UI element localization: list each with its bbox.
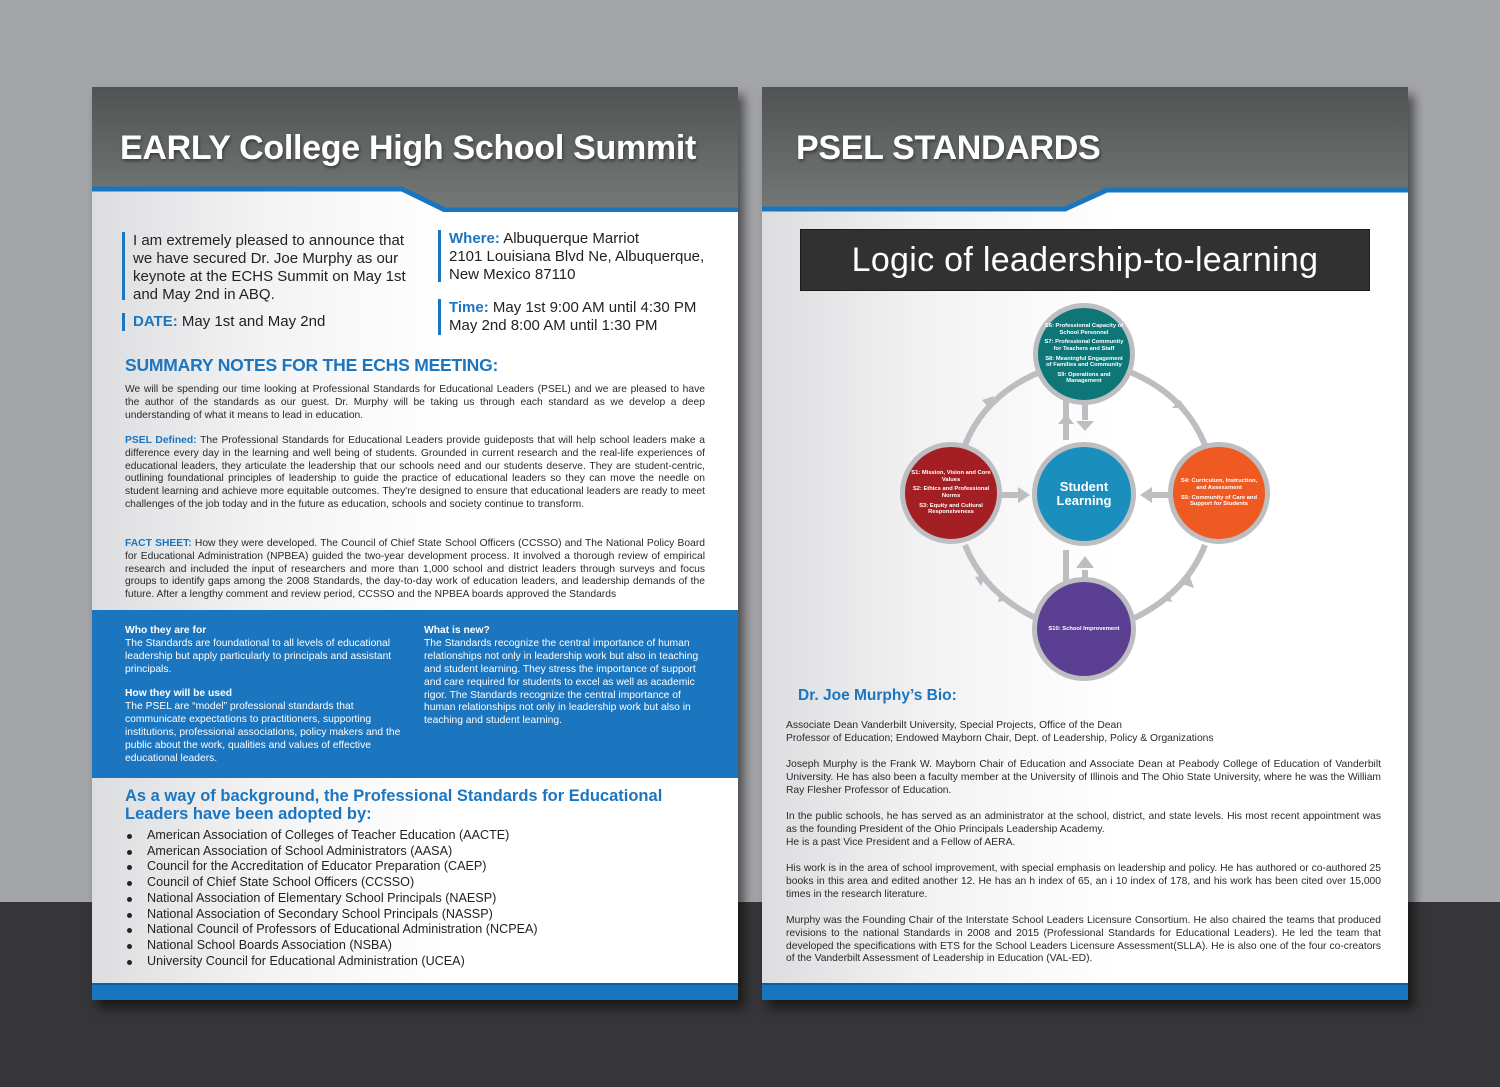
time-label: Time:: [449, 299, 489, 316]
bio-text: He is a past Vice President and a Fellow of AERA.: [786, 836, 1016, 848]
node-label: S5: Community of Care and Support for Students: [1180, 494, 1257, 508]
node-s4-s5: [1168, 442, 1270, 544]
node-label: S6: Professional Capacity of School Personnel: [1044, 323, 1124, 336]
list-item: National School Boards Association (NSBA): [125, 938, 538, 954]
logic-banner: Logic of leadership-to-learning: [800, 229, 1370, 291]
node-label: S7: Professional Community for Teachers and Staff: [1044, 339, 1124, 352]
summary-intro-paragraph: We will be spending our time looking at Professional Standards for Educational Leaders (PSEL) and we are pleased to have the author of the standards as our guest. Dr. Murphy will be taking us through each standard as we develop a deep understanding of what it means to lead in education.: [125, 384, 705, 421]
fact-sheet-text: How they were developed. The Council of Chief State School Officers (CCSSO) and The National Policy Board for Educational Administration (NPBEA) guided the two-year development process. It involved a thorough review of empirical research and included the input of researchers and more than 1,000 school and district leaders through surveys and focus groups to identify gaps among the 2008 Standards, the day-to-day work of education leaders, and leadership demands of the future. After a lengthy comment and review period, CCSSO and the NPBEA boards approved the Standards: [125, 538, 705, 601]
bio-title-line: Professor of Education; Endowed Mayborn Chair, Dept. of Leadership, Policy & Organizations: [786, 732, 1214, 744]
how-text: The PSEL are “model” professional standards that communicate expectations to practitioners, supporting institutions, professional associations, policy makers and the public about the work, qualities and values of effective educational leaders.: [125, 700, 401, 764]
time-day2: May 2nd 8:00 AM until 1:30 PM: [449, 317, 658, 334]
bio-paragraph-2: [786, 811, 1381, 849]
header-band: [92, 87, 738, 212]
list-item: Council of Chief State School Officers (CCSSO): [125, 875, 538, 891]
node-s1-s3: [900, 442, 1002, 544]
header-band: [762, 87, 1408, 212]
bio-paragraph-1: Joseph Murphy is the Frank W. Mayborn Chair of Education and Associate Dean at Peabody College of Education of Vanderbilt University. He has also been a faculty member at the University of Illinois and The Ohio State University, where he was the William Ray Flesher Professor of Education.: [786, 759, 1381, 796]
announcement-block: [122, 232, 422, 303]
bio-text: In the public schools, he has served as an administrator at the school, district, and state levels. His most recent appointment was as the founding President of the Ohio Principals Leadership Academy.: [786, 811, 1381, 835]
where-block: [438, 230, 738, 282]
list-item: National Association of Secondary School Principals (NASSP): [125, 907, 538, 923]
new-heading: What is new?: [424, 625, 490, 636]
psel-defined-text: The Professional Standards for Educational Leaders provide guideposts that will help school leaders make a difference every day in the learning and well being of students. Grounded in current research and the real-life experiences of educational leaders, they articulate the leadership that our schools need and our students deserve. They are student-centric, outlining foundational principles of leadership to guide the practice of educational leaders so they can move the needle on student learning and achieve more equitable outcomes. They're designed to ensure that educational leaders are ready to meet challenges of the job today and in the future as education, schools and society continue to transform.: [125, 435, 705, 510]
where-label: Where:: [449, 230, 500, 247]
psel-defined-label: PSEL Defined:: [125, 435, 197, 446]
list-item: National Council of Professors of Educational Administration (NCPEA): [125, 922, 538, 938]
date-value: May 1st and May 2nd: [181, 313, 326, 330]
date-block: [122, 313, 325, 331]
node-label: S9: Operations and Management: [1057, 371, 1111, 385]
new-text: The Standards recognize the central importance of human relationships not only in leadership work but also in teaching and student learning. They stress the importance of support and care required for students to excel as well as academic rigor. The Standards recognize the central importance of human relationships not only in leadership work but also in teaching and student learning.: [424, 637, 699, 727]
time-block: [438, 299, 738, 335]
page-title: PSEL STANDARDS: [796, 129, 1101, 167]
bio-paragraph-4: Murphy was the Founding Chair of the Interstate School Leaders Licensure Consortium. He also chaired the teams that produced revisions to the national Standards in 2008 and 2015 (Professional Standards for Educational Leaders). He led the team that developed the specifications with ETS for the School Leaders Licensure Assessment(SLLA). He is also one of the four co-creators of the Vanderbilt Assessment of Leadership in Education (VAL-ED).: [786, 915, 1381, 965]
arrow-up-icon: [1058, 414, 1074, 424]
node-student-learning: [1032, 442, 1136, 546]
arrow-up-icon: [1076, 556, 1094, 568]
node-label: S10: School Improvement: [1048, 625, 1120, 632]
adopted-heading: As a way of background, the Professional Standards for Educational Leaders have been adopted by:: [125, 787, 663, 823]
arrow-right-icon: [1018, 487, 1030, 503]
list-item: National Association of Elementary School Principals (NAESP): [125, 891, 538, 907]
node-s6-s9: [1033, 303, 1135, 405]
center-label-line1: Student: [1059, 479, 1109, 494]
where-city: New Mexico 87110: [449, 266, 576, 283]
bio-title-line: Associate Dean Vanderbilt University, Special Projects, Office of the Dean: [786, 720, 1122, 731]
node-label: S2: Ethics and Professional Norms: [912, 486, 990, 499]
who-heading: Who they are for: [125, 625, 207, 636]
footer-band: [92, 983, 738, 1000]
adopted-by-list: [125, 828, 538, 969]
summary-heading: SUMMARY NOTES FOR THE ECHS MEETING:: [125, 355, 499, 375]
list-item: American Association of Colleges of Teacher Education (AACTE): [125, 828, 538, 844]
node-label: S3: Equity and Cultural Responsiveness: [919, 502, 983, 516]
who-they-are-for: [125, 625, 410, 677]
list-item: Council for the Accreditation of Educator Preparation (CAEP): [125, 859, 538, 875]
time-day1: May 1st 9:00 AM until 4:30 PM: [492, 299, 697, 316]
where-venue: Albuquerque Marriot: [503, 230, 640, 247]
how-they-will-be-used: [125, 688, 410, 765]
node-label: S8: Meaningful Engagement of Families and Community: [1045, 355, 1123, 369]
page-title: EARLY College High School Summit: [120, 129, 697, 167]
arrow-down-icon: [1076, 421, 1094, 431]
bio-paragraph-3: His work is in the area of school improvement, with special emphasis on leadership and policy. He has authored or co-authored 25 books in this area and edited another 12. He has an h index of 65, an i 10 index of 178, and his work has been cited over 15,000 times in the research literature.: [786, 863, 1381, 900]
flyer-page-psel: [762, 87, 1408, 1000]
arrow-left-icon: [1140, 487, 1152, 503]
who-text: The Standards are foundational to all levels of educational leadership but apply particularly to principals and assistant principals.: [125, 637, 392, 675]
fact-sheet-paragraph: [125, 538, 705, 602]
leadership-learning-diagram: [890, 300, 1280, 690]
node-label: S1: Mission, Vision and Core Values: [911, 470, 991, 483]
center-label-line2: Learning: [1056, 493, 1112, 508]
node-s10: [1032, 577, 1136, 681]
node-label: S4: Curriculum, Instruction, and Assessment: [1180, 478, 1258, 491]
how-heading: How they will be used: [125, 688, 232, 699]
fact-sheet-label: FACT SHEET:: [125, 538, 192, 549]
flyer-page-summit: [92, 87, 738, 1000]
list-item: University Council for Educational Administration (UCEA): [125, 954, 538, 970]
where-street: 2101 Louisiana Blvd Ne, Albuquerque,: [449, 248, 705, 265]
announcement-text: I am extremely pleased to announce that we have secured Dr. Joe Murphy as our keynote at the ECHS Summit on May 1st and May 2nd in ABQ.: [133, 232, 406, 303]
what-is-new: [424, 625, 714, 728]
date-label: DATE:: [133, 313, 178, 330]
bio-titles: [786, 720, 1381, 746]
psel-defined-paragraph: [125, 435, 705, 512]
list-item: American Association of School Administrators (AASA): [125, 844, 538, 860]
info-box: [92, 610, 738, 778]
bio-heading: Dr. Joe Murphy’s Bio:: [798, 687, 957, 704]
footer-band: [762, 983, 1408, 1000]
